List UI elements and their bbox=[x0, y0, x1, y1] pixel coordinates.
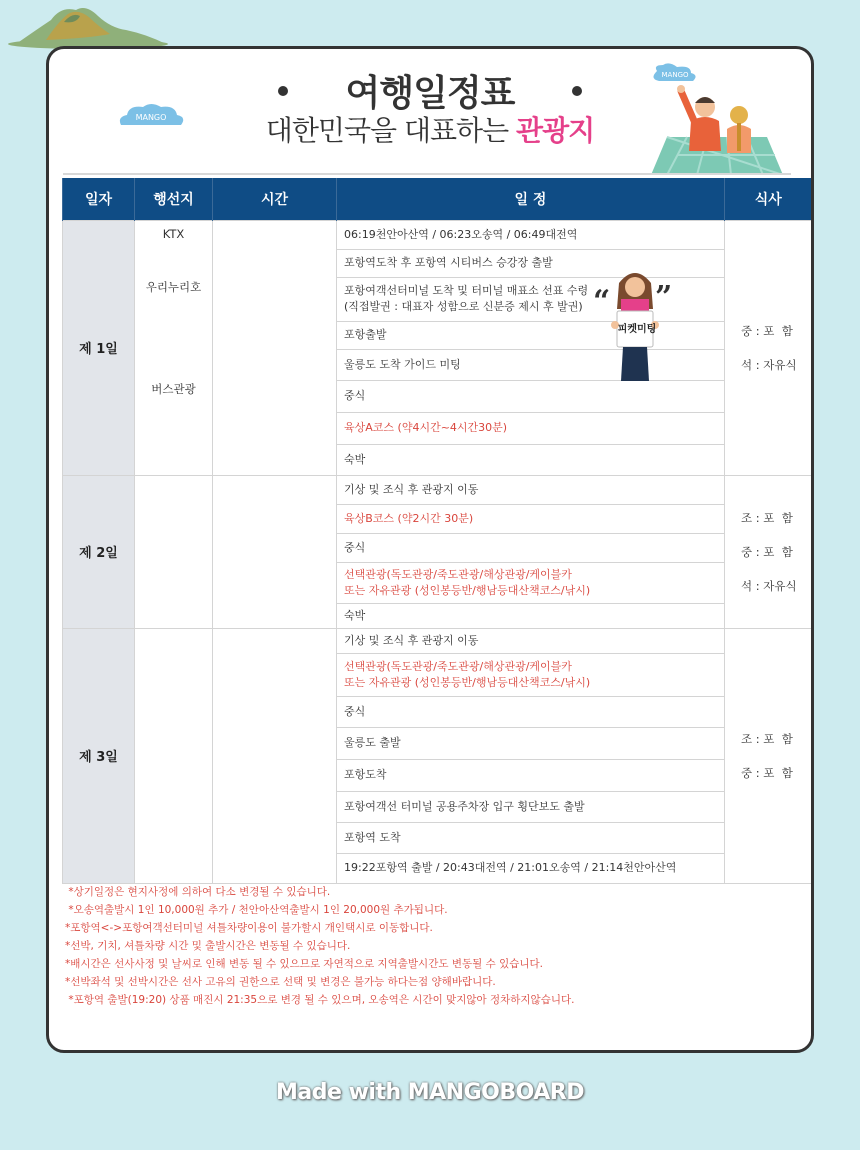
meal-item: 조 : 포 함 bbox=[741, 731, 793, 746]
column-header-meal: 식사 bbox=[725, 178, 812, 220]
title-bullet-right bbox=[572, 86, 582, 96]
table-header-row bbox=[63, 178, 812, 220]
schedule-item: 06:19천안아산역 / 06:23오송역 / 06:49대전역 bbox=[337, 220, 725, 249]
svg-text:“: “ bbox=[593, 284, 611, 319]
svg-text:MANGO: MANGO bbox=[661, 71, 689, 79]
schedule-item: 19:22포항역 출발 / 20:43대전역 / 21:01오송역 / 21:14천안아산역 bbox=[337, 853, 725, 883]
meal-cell bbox=[725, 220, 812, 475]
column-header-time: 시간 bbox=[213, 178, 337, 220]
table-row bbox=[63, 628, 812, 653]
time-cell bbox=[213, 475, 337, 628]
meal-cell bbox=[725, 628, 812, 883]
time-cell bbox=[213, 220, 337, 475]
route-cell bbox=[135, 220, 213, 475]
schedule-line: 선택관광(독도관광/죽도관광/해상관광/케이블카 bbox=[344, 659, 572, 673]
schedule-item: 중식 bbox=[337, 380, 725, 412]
day-label: 제 1일 bbox=[63, 220, 135, 475]
schedule-line: 포항여객선터미널 도착 및 터미널 매표소 선표 수령 bbox=[344, 284, 589, 297]
schedule-item: 중식 bbox=[337, 533, 725, 562]
meal-item: 석 : 자유식 bbox=[741, 578, 797, 593]
note-line: *포항역<->포항여객선터미널 셔틀차량이용이 불가할시 개인택시로 이동합니다. bbox=[65, 922, 433, 934]
itinerary-card bbox=[46, 46, 814, 1053]
schedule-item: 포항역 도착 bbox=[337, 822, 725, 853]
note-line: *선박, 기치, 셔틀차량 시간 및 출발시간은 변동될 수 있습니다. bbox=[65, 940, 351, 952]
schedule-item: 포항출발 bbox=[337, 321, 725, 349]
route-ktx: KTX bbox=[162, 226, 185, 241]
schedule-item: 숙박 bbox=[337, 444, 725, 475]
travelers-illustration-icon bbox=[647, 63, 787, 175]
schedule-line: 또는 자유관광 (성인봉등반/행남등대산책코스/낚시) bbox=[344, 675, 591, 689]
schedule-line: (직접발권 : 대표자 성함으로 신분증 제시 후 발권) bbox=[344, 300, 583, 313]
schedule-item: 기상 및 조식 후 관광지 이동 bbox=[337, 475, 725, 504]
schedule-line: 선택관광(독도관광/죽도관광/해상관광/케이블카 bbox=[344, 567, 572, 581]
schedule-item-highlight bbox=[337, 653, 725, 696]
meal-item: 조 : 포 함 bbox=[741, 510, 793, 525]
schedule-item: 울릉도 출발 bbox=[337, 727, 725, 759]
schedule-item: 기상 및 조식 후 관광지 이동 bbox=[337, 628, 725, 653]
route-ferry: 우리누리호 bbox=[145, 279, 202, 294]
route-cell bbox=[135, 628, 213, 883]
column-header-day: 일자 bbox=[63, 178, 135, 220]
schedule-item-highlight: 육상B코스 (약2시간 30분) bbox=[337, 504, 725, 533]
schedule-item: 포항도착 bbox=[337, 759, 725, 791]
day-label: 제 3일 bbox=[63, 628, 135, 883]
meal-item: 중 : 포 함 bbox=[741, 544, 793, 559]
column-header-destination: 행선지 bbox=[135, 178, 213, 220]
title-bullet-left bbox=[278, 86, 288, 96]
schedule-line: 또는 자유관광 (성인봉등반/행남등대산책코스/낚시) bbox=[344, 583, 591, 597]
svg-text:MANGO: MANGO bbox=[135, 113, 167, 122]
route-cell bbox=[135, 475, 213, 628]
schedule-item: 포항여객선 터미널 공용주차장 입구 횡단보도 출발 bbox=[337, 791, 725, 822]
subtitle-text: 대한민국을 대표하는 bbox=[265, 114, 517, 147]
schedule-item: 중식 bbox=[337, 696, 725, 727]
page-title: 여행일정표 bbox=[345, 73, 515, 114]
table-row bbox=[63, 220, 812, 249]
time-cell bbox=[213, 628, 337, 883]
mountain-illustration-icon bbox=[6, 0, 171, 50]
meal-item: 중 : 포 함 bbox=[741, 323, 793, 338]
footer-watermark: Made with MANGOBOARD bbox=[276, 1080, 584, 1105]
table-row bbox=[63, 475, 812, 504]
meal-item: 중 : 포 함 bbox=[741, 765, 793, 780]
note-line: *선박좌석 및 선박시간은 선사 고유의 권한으로 선택 및 변경은 불가능 하다는점 양해바랍니다. bbox=[65, 976, 496, 988]
schedule-item-highlight: 육상A코스 (약4시간~4시간30분) bbox=[337, 412, 725, 444]
header-divider bbox=[63, 173, 791, 175]
itinerary-table bbox=[62, 178, 812, 884]
note-line: *상기일정은 현지사정에 의하여 다소 변경될 수 있습니다. bbox=[65, 886, 331, 898]
column-header-schedule: 일 정 bbox=[337, 178, 725, 220]
subtitle-highlight: 관광지 bbox=[516, 114, 595, 147]
route-bus-tour: 버스관광 bbox=[151, 381, 196, 396]
schedule-item-highlight bbox=[337, 562, 725, 603]
header bbox=[49, 49, 811, 175]
schedule-item: 울릉도 도착 가이드 미팅 bbox=[337, 349, 725, 380]
notes bbox=[65, 883, 574, 1009]
schedule-item: 포항역도착 후 포항역 시티버스 승강장 출발 bbox=[337, 249, 725, 277]
svg-text:”: ” bbox=[655, 280, 673, 315]
day-label: 제 2일 bbox=[63, 475, 135, 628]
meal-cell bbox=[725, 475, 812, 628]
picket-sign-label: 피켓미팅 bbox=[617, 324, 657, 335]
meal-item: 석 : 자유식 bbox=[741, 357, 797, 372]
note-line: *포항역 출발(19:20) 상품 매진시 21:35으로 변경 될 수 있으며, 오송역은 시간이 맞지않아 정차하지않습니다. bbox=[65, 994, 575, 1006]
note-line: *배시간은 선사사정 및 날씨로 인해 변동 될 수 있으므로 자연적으로 지역출발시간도 변동될 수 있습니다. bbox=[65, 958, 543, 970]
note-line: *오송역출발시 1인 10,000원 추가 / 천안아산역출발시 1인 20,000원 추가됩니다. bbox=[65, 904, 448, 916]
schedule-item: 숙박 bbox=[337, 603, 725, 628]
